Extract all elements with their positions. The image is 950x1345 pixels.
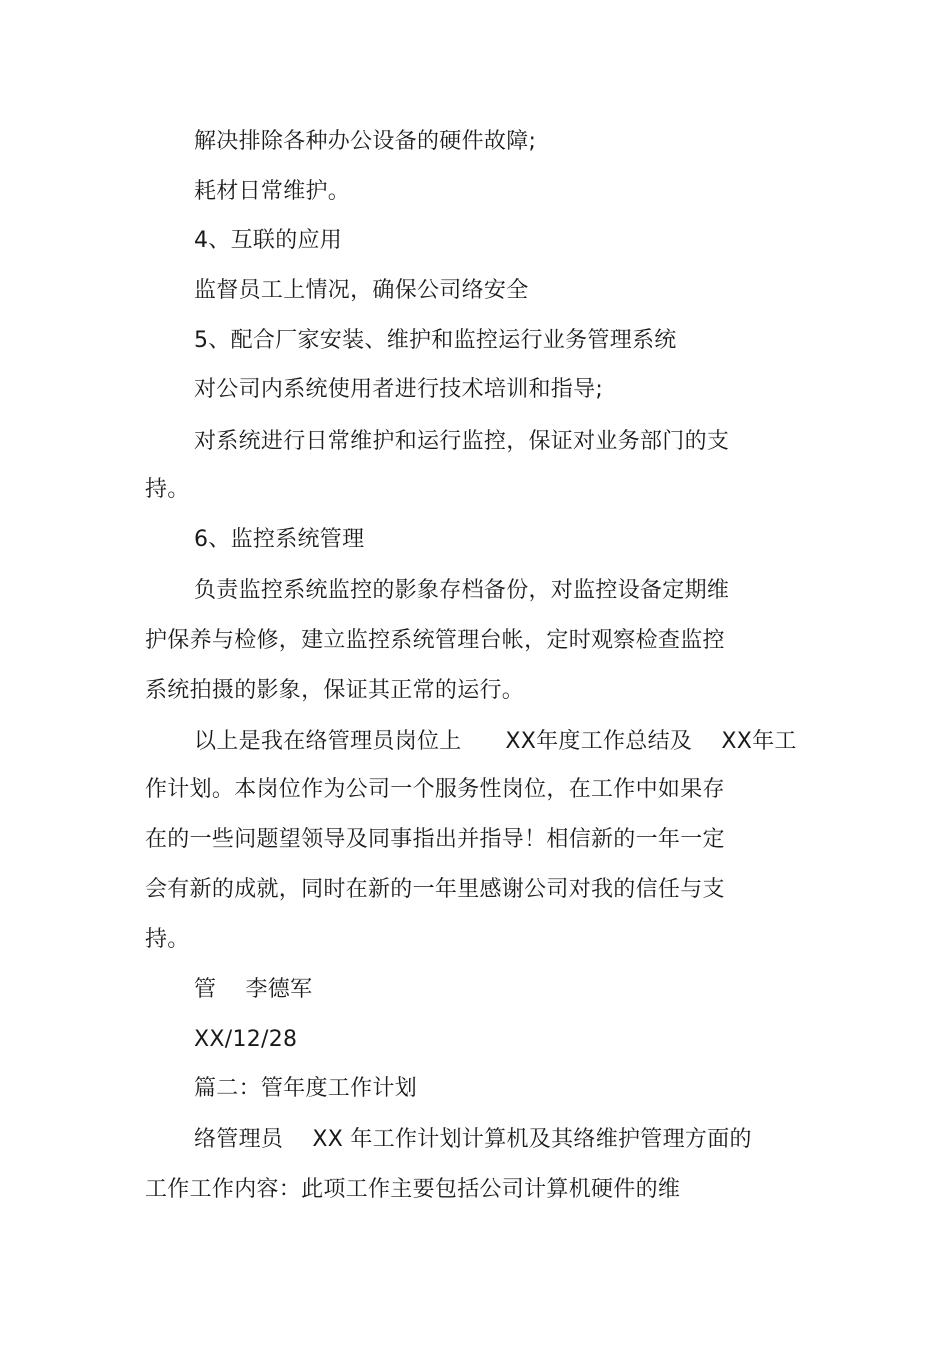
text-line: 系统拍摄的影象，保证其正常的运行。 xyxy=(145,678,525,703)
text-line: 以上是我在络管理员岗位上 XX年度工作总结及 XX年工 xyxy=(194,729,797,754)
text-line: 络管理员 XX 年工作计划计算机及其络维护管理方面的 xyxy=(194,1127,752,1152)
signature-line: 管 李德军 xyxy=(194,977,313,1002)
text-line: 负责监控系统监控的影象存档备份，对监控设备定期维 xyxy=(194,578,730,603)
text-line: 解决排除各种办公设备的硬件故障; xyxy=(194,129,537,154)
date-line: XX/12/28 xyxy=(194,1027,298,1052)
text-line: 作计划。本岗位作为公司一个服务性岗位，在工作中如果存 xyxy=(145,777,725,802)
text-line: 对公司内系统使用者进行技术培训和指导; xyxy=(194,377,604,402)
section-heading: 4、互联的应用 xyxy=(194,228,343,253)
text-line: 护保养与检修，建立监控系统管理台帐，定时观察检查监控 xyxy=(145,628,725,653)
text-line: 持。 xyxy=(145,477,190,502)
text-line: 在的一些问题望领导及同事指出并指导！相信新的一年一定 xyxy=(145,827,725,852)
section-heading: 5、配合厂家安装、维护和监控运行业务管理系统 xyxy=(194,328,677,353)
text-line: 工作工作内容：此项工作主要包括公司计算机硬件的维 xyxy=(145,1177,681,1202)
text-line: 持。 xyxy=(145,927,190,952)
text-line: 会有新的成就，同时在新的一年里感谢公司对我的信任与支 xyxy=(145,877,725,902)
text-line: 监督员工上情况，确保公司络安全 xyxy=(194,278,529,303)
section-heading: 6、监控系统管理 xyxy=(194,527,365,552)
text-line: 耗材日常维护。 xyxy=(194,179,351,204)
section-title: 篇二：管年度工作计划 xyxy=(194,1076,418,1101)
text-line: 对系统进行日常维护和运行监控，保证对业务部门的支 xyxy=(194,429,730,454)
